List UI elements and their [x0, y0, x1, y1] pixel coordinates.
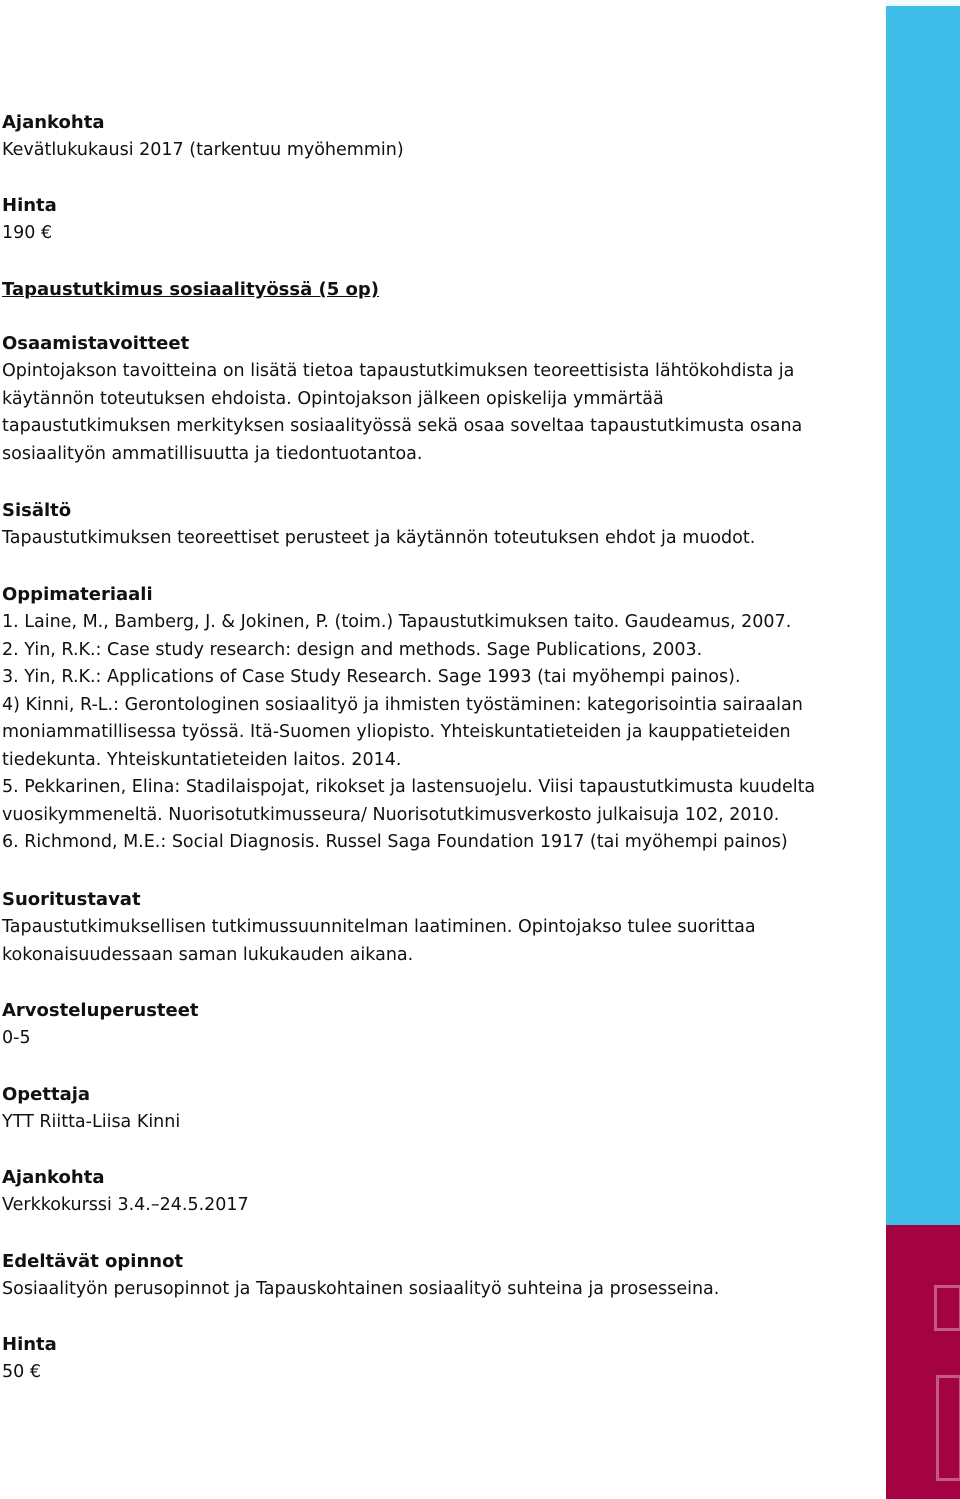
section-osaamistavoitteet — [2, 330, 880, 468]
section-heading: Hinta — [2, 1334, 57, 1355]
section-heading: Oppimateriaali — [2, 584, 153, 605]
section-heading: Osaamistavoitteet — [2, 333, 190, 354]
section-text: 190 € — [2, 223, 53, 243]
section-edeltavat-opinnot — [2, 1248, 880, 1304]
reference-item: 6. Richmond, M.E.: Social Diagnosis. Russel Saga Foundation 1917 (tai myöhempi painos) — [2, 832, 788, 852]
section-text: YTT Riitta-Liisa Kinni — [2, 1112, 181, 1132]
reference-item: tiedekunta. Yhteiskuntatieteiden laitos. 2014. — [2, 749, 402, 770]
reference-item: 4) Kinni, R-L.: Gerontologinen sosiaalityö ja ihmisten työstäminen: kategorisointia sairaalan — [2, 694, 803, 715]
section-ajankohta — [2, 109, 880, 165]
paragraph-line: Opintojakson tavoitteina on lisätä tietoa tapaustutkimuksen teoreettisista lähtökohdista ja — [2, 361, 795, 381]
section-text: 0-5 — [2, 1028, 31, 1048]
section-ajankohta-2 — [2, 1164, 880, 1220]
reference-item: 2. Yin, R.K.: Case study research: design and methods. Sage Publications, 2003. — [2, 639, 703, 660]
band-top-cyan — [886, 0, 960, 1225]
section-oppimateriaali — [2, 581, 880, 857]
paragraph-line: sosiaalityön ammatillisuutta ja tiedontuotantoa. — [2, 443, 423, 464]
section-heading: Edeltävät opinnot — [2, 1251, 184, 1272]
reference-item: 5. Pekkarinen, Elina: Stadilaispojat, rikokset ja lastensuojelu. Viisi tapaustutkimusta kuudelta — [2, 777, 816, 797]
section-text: Tapaustutkimuksen teoreettiset perusteet ja käytännön toteutuksen ehdot ja muodot. — [2, 528, 756, 548]
section-heading: Hinta — [2, 195, 57, 216]
section-text: Kevätlukukausi 2017 (tarkentuu myöhemmin) — [2, 140, 404, 160]
section-heading: Suoritustavat — [2, 889, 141, 910]
section-heading: Ajankohta — [2, 1167, 105, 1188]
paragraph-line: käytännön toteutuksen ehdoista. Opintojakson jälkeen opiskelija ymmärtää — [2, 388, 664, 409]
section-text: 50 € — [2, 1362, 41, 1382]
paragraph-line: kokonaisuudessaan saman lukukauden aikana. — [2, 944, 414, 965]
section-sisalto — [2, 497, 880, 553]
section-text: Verkkokurssi 3.4.–24.5.2017 — [2, 1195, 249, 1215]
section-hinta-2 — [2, 1331, 880, 1387]
course-title: Tapaustutkimus sosiaalityössä (5 op) — [2, 279, 380, 300]
section-hinta — [2, 192, 880, 248]
section-heading: Arvosteluperusteet — [2, 1000, 199, 1021]
section-suoritustavat — [2, 886, 880, 969]
section-opettaja — [2, 1081, 880, 1137]
decorative-square — [936, 1375, 960, 1481]
band-bottom-crimson — [886, 1225, 960, 1499]
decorative-side-band — [886, 0, 960, 1499]
paragraph-line: tapaustutkimuksen merkityksen sosiaalityössä sekä osaa soveltaa tapaustutkimusta osana — [2, 416, 803, 436]
section-arvosteluperusteet — [2, 997, 880, 1053]
reference-item: vuosikymmeneltä. Nuorisotutkimusseura/ Nuorisotutkimusverkosto julkaisuja 102, 2010. — [2, 804, 780, 825]
decorative-square — [934, 1285, 960, 1331]
course-title-block — [2, 276, 880, 304]
paragraph-line: Tapaustutkimuksellisen tutkimussuunnitelman laatiminen. Opintojakso tulee suorittaa — [2, 917, 756, 937]
section-heading: Ajankohta — [2, 112, 105, 133]
section-text: Sosiaalityön perusopinnot ja Tapauskohtainen sosiaalityö suhteina ja prosesseina. — [2, 1279, 720, 1299]
reference-item: 3. Yin, R.K.: Applications of Case Study Research. Sage 1993 (tai myöhempi painos). — [2, 667, 741, 687]
reference-item: moniammatillisessa työssä. Itä-Suomen yliopisto. Yhteiskuntatieteiden ja kauppatieteiden — [2, 722, 791, 742]
section-heading: Opettaja — [2, 1084, 91, 1105]
reference-item: 1. Laine, M., Bamberg, J. & Jokinen, P. (toim.) Tapaustutkimuksen taito. Gaudeamus, 2007. — [2, 612, 792, 632]
section-heading: Sisältö — [2, 500, 72, 521]
